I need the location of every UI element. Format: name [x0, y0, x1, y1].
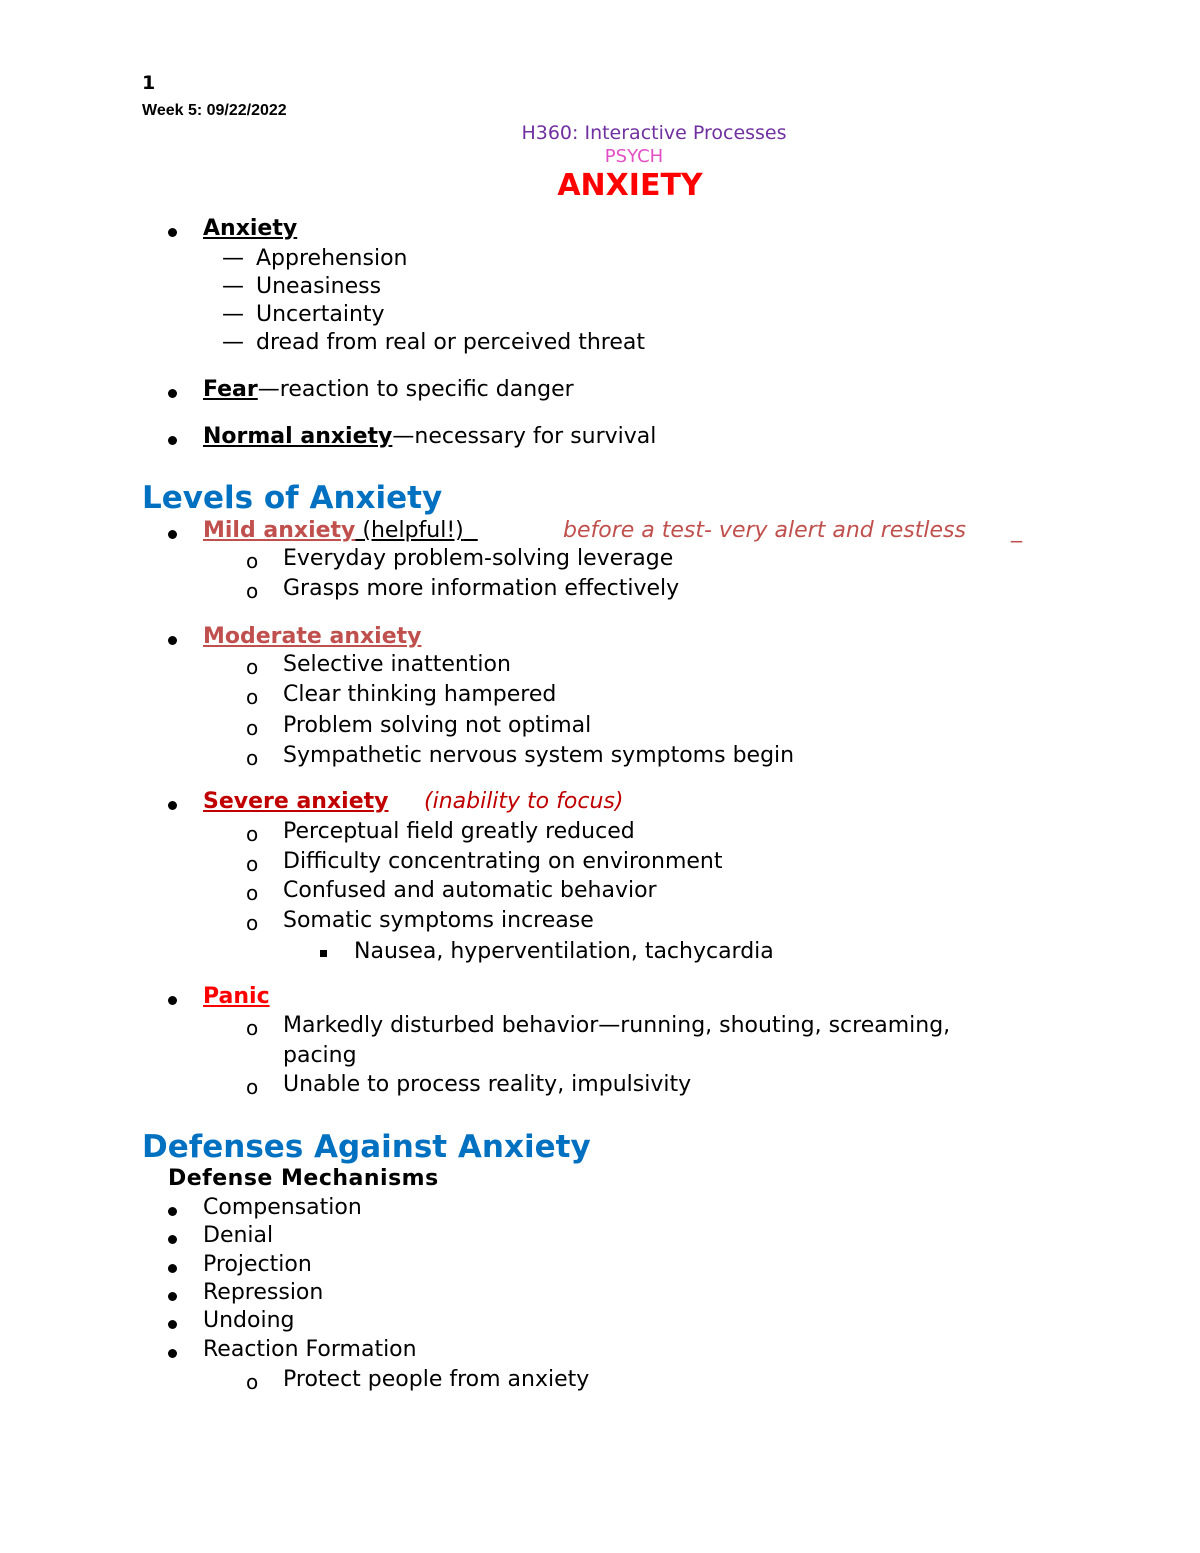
term-panic: Panic — [203, 984, 270, 1009]
bullet-icon — [168, 1235, 177, 1244]
page-title: ANXIETY — [557, 168, 703, 203]
list-item: Undoing — [203, 1308, 295, 1333]
bullet-icon — [168, 1264, 177, 1273]
dash-icon: — — [222, 302, 244, 327]
bullet-icon — [168, 436, 177, 445]
circle-bullet-icon: o — [246, 1075, 259, 1099]
fear-definition: —reaction to specific danger — [257, 377, 574, 402]
bullet-icon — [168, 228, 177, 237]
bullet-icon — [168, 1320, 177, 1329]
normal-anxiety-definition: —necessary for survival — [392, 424, 657, 449]
circle-bullet-icon: o — [246, 881, 259, 905]
bullet-icon — [168, 1207, 177, 1216]
mild-note: before a test- very alert and restless — [563, 518, 966, 543]
mild-note-underscore: _ — [1011, 518, 1022, 543]
list-item: Denial — [203, 1223, 274, 1248]
severe-note: (inability to focus) — [424, 789, 624, 814]
list-item: Uneasiness — [256, 274, 382, 299]
list-item: Selective inattention — [283, 652, 511, 677]
dash-icon: — — [222, 246, 244, 271]
list-item-continued: pacing — [283, 1043, 357, 1068]
heading-levels: Levels of Anxiety — [142, 480, 443, 516]
list-item: Clear thinking hampered — [283, 682, 557, 707]
circle-bullet-icon: o — [246, 746, 259, 770]
heading-defenses: Defenses Against Anxiety — [142, 1129, 591, 1165]
circle-bullet-icon: o — [246, 685, 259, 709]
square-bullet-icon — [320, 950, 327, 957]
list-item: Difficulty concentrating on environment — [283, 849, 723, 874]
list-item: Sympathetic nervous system symptoms begin — [283, 743, 795, 768]
circle-bullet-icon: o — [246, 716, 259, 740]
circle-bullet-icon: o — [246, 822, 259, 846]
list-item: Confused and automatic behavior — [283, 878, 657, 903]
severe-line — [203, 789, 388, 814]
list-item: Uncertainty — [256, 302, 385, 327]
list-item: Unable to process reality, impulsivity — [283, 1072, 692, 1097]
circle-bullet-icon: o — [246, 911, 259, 935]
list-item: Reaction Formation — [203, 1337, 417, 1362]
circle-bullet-icon: o — [246, 1370, 259, 1394]
circle-bullet-icon: o — [246, 549, 259, 573]
normal-anxiety-line — [203, 424, 656, 449]
mild-qualifier: (helpful!) — [355, 518, 464, 543]
bullet-icon — [168, 996, 177, 1005]
term-moderate-anxiety: Moderate anxiety — [203, 624, 422, 649]
list-subitem: Nausea, hyperventilation, tachycardia — [354, 939, 774, 964]
page-number: 1 — [142, 72, 156, 94]
term-severe-anxiety: Severe anxiety — [203, 789, 389, 814]
term-anxiety: Anxiety — [203, 216, 298, 241]
bullet-icon — [168, 801, 177, 810]
bullet-icon — [168, 389, 177, 398]
bullet-icon — [168, 1292, 177, 1301]
dash-icon: — — [222, 274, 244, 299]
fear-line — [203, 377, 574, 402]
term-mild-anxiety: Mild anxiety — [203, 518, 356, 543]
list-item: Perceptual field greatly reduced — [283, 819, 635, 844]
week-date: Week 5: 09/22/2022 — [142, 102, 287, 119]
list-item: Everyday problem-solving leverage — [283, 546, 674, 571]
circle-bullet-icon: o — [246, 579, 259, 603]
circle-bullet-icon: o — [246, 1016, 259, 1040]
list-item: Problem solving not optimal — [283, 713, 592, 738]
list-item: dread from real or perceived threat — [256, 330, 645, 355]
course-title: H360: Interactive Processes — [521, 122, 787, 144]
list-item: Apprehension — [256, 246, 408, 271]
term-normal-anxiety: Normal anxiety — [203, 424, 393, 449]
list-item: Markedly disturbed behavior—running, shouting, screaming, — [283, 1013, 951, 1038]
list-item: Grasps more information effectively — [283, 576, 680, 601]
list-item: Repression — [203, 1280, 324, 1305]
subheading-defense-mechanisms: Defense Mechanisms — [168, 1166, 439, 1191]
list-subitem: Protect people from anxiety — [283, 1367, 590, 1392]
bullet-icon — [168, 636, 177, 645]
list-item: Compensation — [203, 1195, 362, 1220]
list-item: Projection — [203, 1252, 312, 1277]
dash-icon: — — [222, 330, 244, 355]
circle-bullet-icon: o — [246, 852, 259, 876]
bullet-icon — [168, 1349, 177, 1358]
circle-bullet-icon: o — [246, 655, 259, 679]
term-fear: Fear — [203, 377, 258, 402]
bullet-icon — [168, 530, 177, 539]
mild-line — [203, 518, 478, 543]
subject-label: PSYCH — [604, 146, 664, 167]
list-item: Somatic symptoms increase — [283, 908, 594, 933]
